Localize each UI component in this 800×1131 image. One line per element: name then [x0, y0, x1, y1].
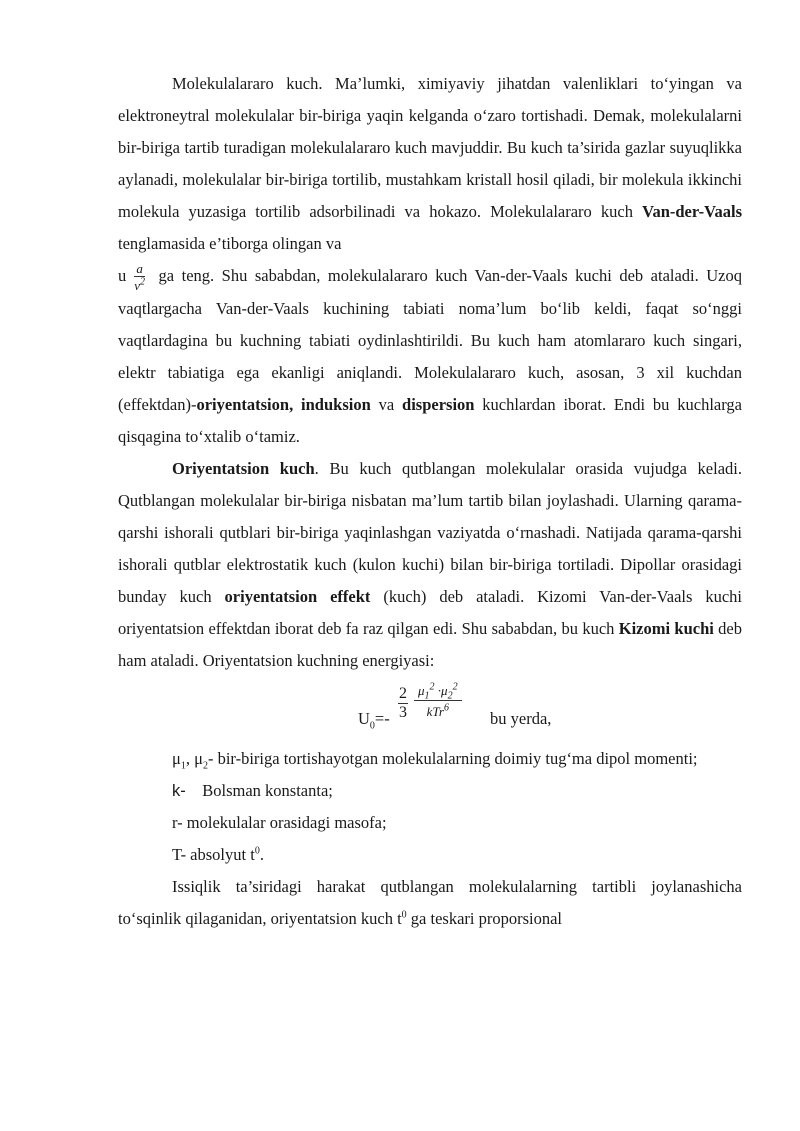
formula-equals: =-	[374, 708, 390, 728]
main-denominator	[414, 701, 462, 720]
mu-sub-2: 2	[202, 760, 208, 772]
mu2-sub: 2	[447, 690, 453, 702]
t-definition-text: T- absolyut t	[172, 844, 255, 864]
mu1-sub: 1	[424, 690, 430, 702]
formula-u-subscript: 0	[369, 720, 375, 732]
formula-main-fraction	[414, 683, 462, 720]
paragraph-intro	[118, 68, 742, 260]
formula-u: U	[358, 708, 370, 728]
text-run: Molekulalararo kuch. Ma’lumki, ximiyaviy jihatdan valenliklari to‘yingan va elektroneytral molekulalar bir-biriga yaqin kelganda o‘zaro tortishadi. Demak, molekulalarni bir-biriga tartib turadigan molekulalararo kuch mavjuddir. Bu kuch ta’sirida gazlar suyuqlikka aylanadi, molekulalar bir-biriga tortilib, mustahkam kristall hosil qiladi, bir molekula ikkinchi molekula yuzasiga tortilib adsorbilinadi va hokazo. Molekulalararo kuch	[118, 74, 742, 221]
mu-symbol-2: μ	[194, 748, 203, 768]
text-run: tenglamasida e’tiborga olingan va	[118, 234, 342, 253]
k-label: k-	[172, 781, 186, 800]
text-run: kuchlardan iborat. Endi bu kuchlarga qisqagina to‘xtalib o‘tamiz.	[118, 394, 743, 446]
text-run: deb ham ataladi. Oriyentatsion kuchning energiyasi:	[118, 618, 742, 670]
formula-coefficient	[398, 685, 408, 722]
energy-formula	[118, 677, 742, 743]
t-superscript: 0	[401, 909, 407, 921]
bold-term-oriyentatsion-kuch: Oriyentatsion kuch	[172, 458, 315, 478]
denominator-base: v	[134, 277, 141, 293]
mu-symbol-1: μ	[172, 748, 181, 768]
text-run: va	[370, 394, 403, 414]
mu1-symbol: μ	[418, 682, 425, 698]
dot-operator: ·	[434, 682, 442, 698]
denominator-exponent: 6	[443, 702, 449, 714]
paragraph-issiqlik	[118, 871, 742, 935]
separator: ,	[185, 748, 195, 768]
bold-term-dispersion: dispersion	[402, 394, 475, 414]
fraction-denominator	[134, 277, 145, 293]
text-run: Issiqlik ta’siridagi harakat qutblangan molekulalarning tartibli joylanashicha to‘sqinlik qilaganidan, oriyentatsion kuch t	[118, 876, 742, 928]
variable-u: u	[118, 266, 127, 285]
coef-numerator: 2	[399, 684, 407, 702]
bold-term-kizomi-kuchi: Kizomi kuchi	[618, 618, 714, 638]
text-run: ga teskari proporsional	[406, 908, 563, 928]
formula-lhs	[358, 703, 390, 735]
formula-where-label: bu yerda,	[490, 708, 552, 728]
k-definition-text: Bolsman konstanta;	[202, 780, 333, 800]
inline-fraction-a-over-v2	[134, 262, 145, 293]
bold-term-oriyentatsion-effekt: oriyentatsion effekt	[224, 586, 371, 606]
document-page	[118, 68, 742, 935]
main-numerator	[414, 683, 462, 701]
text-run: ga teng. Shu sababdan, molekulalararo kuch Van-der-Vaals kuchi deb ataladi. Uzoq vaqtlargacha Van-der-Vaals kuchining tabiati noma’lum bo‘lib keldi, faqat so‘nggi vaqtlardagina bu kuchning tabiati oydinlashtirildi. Bu kuch ham atomlararo kuch singari, elektr tabiatiga ega ekanligi aniqlandi. Molekulalararo kuch, asosan, 3 xil kuchdan (effektdan)-	[118, 266, 742, 414]
text-run: (kuch) deb ataladi. Kizomi Van-der-Vaals kuchi oriyentatsion effektdan iborat deb fa raz qilgan edi. Shu sababdan, bu kuch	[118, 586, 743, 638]
mu-sub-1: 1	[180, 760, 186, 772]
bold-term-oriyentatsion-induksion: oriyentatsion, induksion	[196, 394, 371, 414]
definition-k	[118, 775, 742, 807]
paragraph-van-der-vaals	[118, 260, 742, 453]
definition-t	[118, 839, 742, 871]
mu2-symbol: μ	[441, 682, 448, 698]
t-period: .	[259, 844, 264, 864]
denominator-exponent: 2	[140, 276, 146, 288]
text-run: . Bu kuch qutblangan molekulalar orasida vujudga keladi. Qutblangan molekulalar bir-biriga nisbatan ma’lum tartib bilan joylashadi. Ularning qarama-qarshi ishorali qutblari bir-biriga yaqinlashgan vaziyatda o‘rnashadi. Natijada qarama-qarshi ishorali qutblar elektrostatik kuch (kulon kuchi) bilan bir-biriga tortiladi. Dipollar orasidagi bunday kuch	[118, 458, 742, 606]
paragraph-oriyentatsion	[118, 453, 742, 677]
definition-mu	[118, 743, 742, 775]
denominator-ktr: kTr	[426, 703, 444, 719]
mu2-sup: 2	[452, 681, 458, 693]
mu1-sup: 2	[429, 681, 435, 693]
coef-denominator: 3	[399, 703, 407, 721]
fraction-numerator: a	[134, 262, 145, 277]
t-superscript: 0	[254, 845, 260, 857]
bold-term-van-der-vaals: Van-der-Vaals	[642, 202, 742, 221]
definition-r: r- molekulalar orasidagi masofa;	[172, 812, 387, 832]
mu-definition-text: - bir-biriga tortishayotgan molekulalarning doimiy tug‘ma dipol momenti;	[207, 748, 698, 768]
